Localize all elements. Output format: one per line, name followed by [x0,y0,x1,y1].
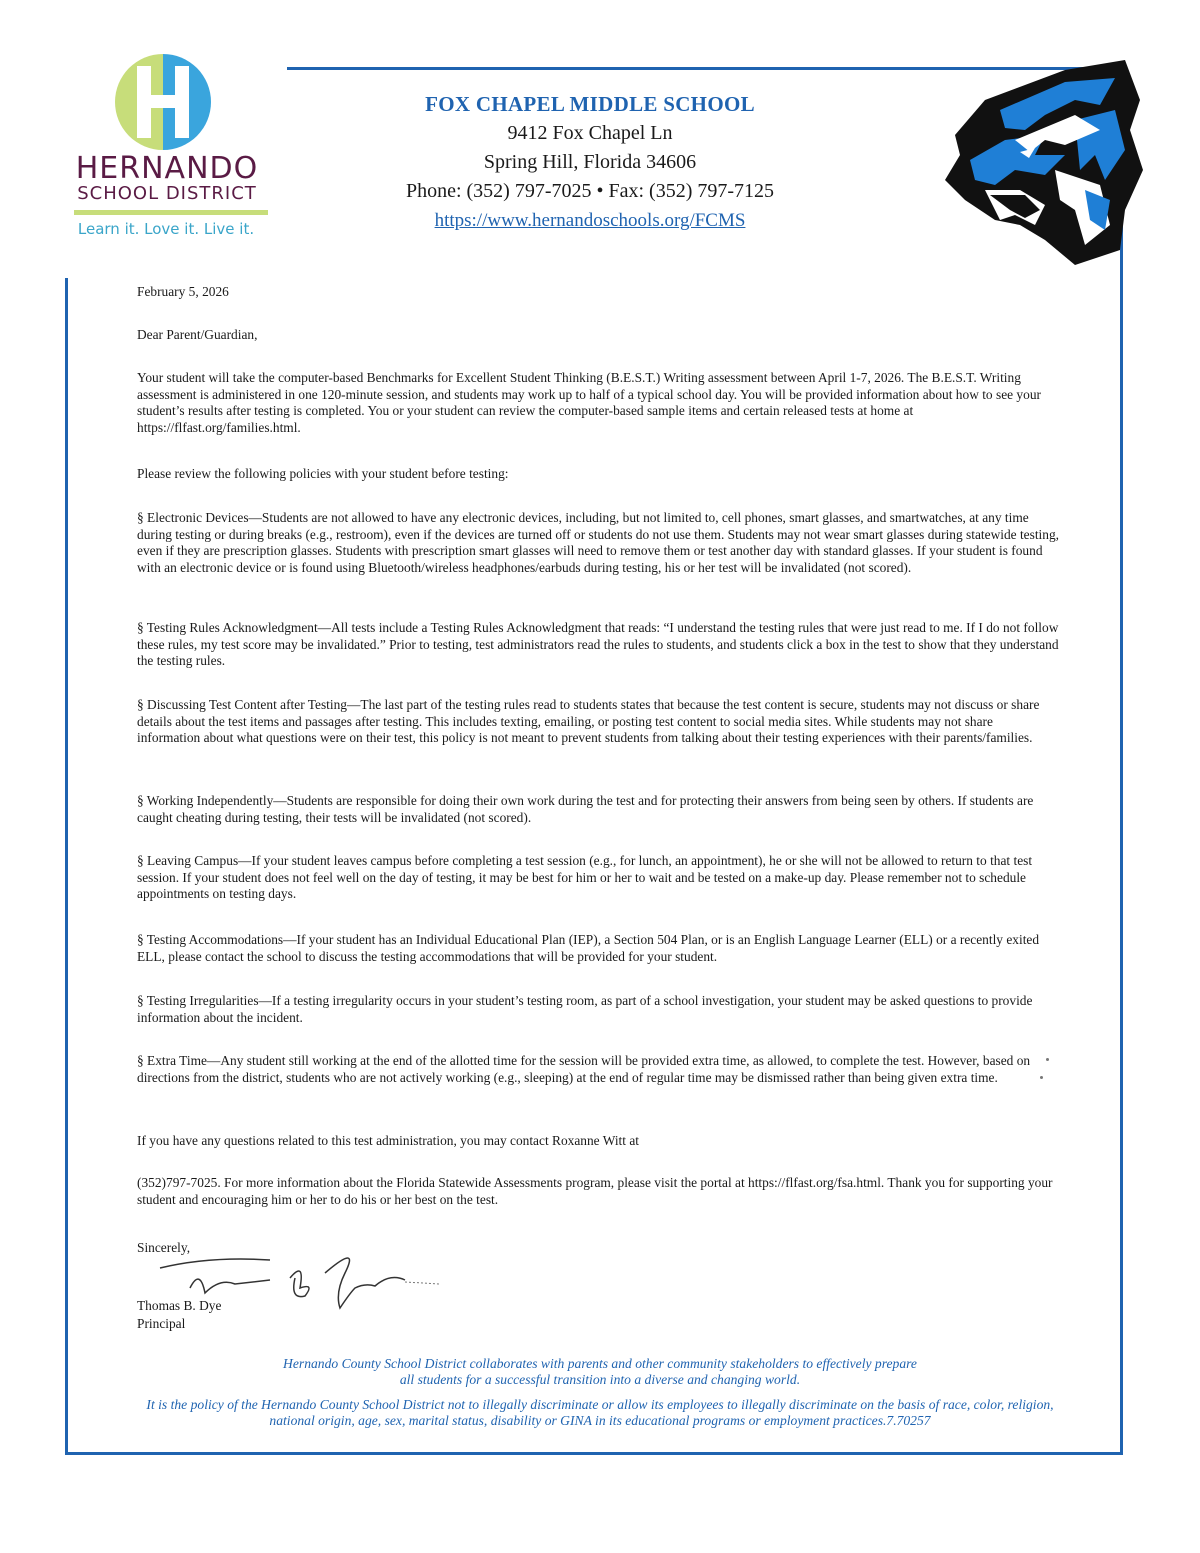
tiger-head-icon [925,60,1150,270]
contact-line-1: If you have any questions related to this test administration, you may contact Roxanne Witt at [137,1133,639,1148]
signer-name: Thomas B. Dye [137,1298,222,1313]
letterhead [380,90,800,235]
district-logo [56,46,276,241]
policies-intro: Please review the following policies with your student before testing: [137,466,509,481]
policy-working-independently: § Working Independently—Students are responsible for doing their own work during the test and for protecting their answers from being seen by others. If students are caught cheating during testing, their tests will be invalidated (not scored). [137,793,1034,825]
closing: Sincerely, [137,1240,191,1255]
logo-divider [74,210,268,215]
district-name: HERNANDO [75,151,259,186]
footer-mission-statement: Hernando County School District collaborates with parents and other community stakeholders to effectively prepare all students for a successful transition into a diverse and changing world. [283,1356,917,1387]
district-tagline: Learn it. Love it. Live it. [77,220,255,238]
policy-extra-time: § Extra Time—Any student still working at the end of the allotted time for the session will be provided extra time, as allowed, to complete the test. However, based on directions from the district, students who are not actively working (e.g., sleeping) at the end of regular time may be dismissed rather than being given extra time. [137,1053,1031,1085]
district-h-logo-icon [113,52,213,152]
frame-bottom-border [66,1452,1123,1455]
letter-date: February 5, 2026 [137,284,229,299]
policy-discussing-test-content: § Discussing Test Content after Testing—The last part of the testing rules read to students states that because the test content is secure, students may not discuss or share details about the test items and passages after testing. This includes texting, emailing, or posting test content to social media sites. While students may not share information about what questions were on their test, this policy is not meant to prevent students from talking about their testing experiences with their parents/families. [137,697,1040,745]
signer-title: Principal [137,1316,186,1331]
salutation: Dear Parent/Guardian, [137,327,258,342]
frame-left-border [65,278,68,1455]
policy-testing-accommodations: § Testing Accommodations—If your student has an Individual Educational Plan (IEP), a Section 504 Plan, or is an English Language Learner (ELL) or a recently exited ELL, please contact the school to discuss the testing accommodations that will be provided for your student. [137,932,1040,964]
district-subtitle: SCHOOL DISTRICT [77,183,257,204]
address-line-2: Spring Hill, Florida 34606 [483,151,697,173]
intro-paragraph: Your student will take the computer-based Benchmarks for Excellent Student Thinking (B.E.S.T.) Writing assessment between April 1-7, 2026. The B.E.S.T. Writing assessment is administered in one 120-minute session, and students may work up to half of a typical school day. You will be provided information about how to see your student’s results after testing is completed. You or your student can review the computer-based sample items and certain released tests at home at https://flfast.org/families.html. [137,370,1041,435]
scan-speck [1046,1058,1049,1061]
scan-speck [1040,1076,1043,1079]
footer-nondiscrimination-policy: It is the policy of the Hernando County School District not to illegally discriminate or allow its employees to illegally discriminate on the basis of race, color, religion, national origin, age, sex, marital status, disability or GINA in its educational programs or employment practices.7.70257 [146,1397,1054,1428]
policy-testing-irregularities: § Testing Irregularities—If a testing irregularity occurs in your student’s testing room, as part of a school investigation, your student may be asked questions to provide information about the incident. [137,993,1033,1025]
contact-line-2: (352)797-7025. For more information about the Florida Statewide Assessments program, please visit the portal at https://flfast.org/fsa.html. Thank you for supporting your student and encouraging him or her to do his or her best on the test. [137,1175,1053,1207]
address-line-1: 9412 Fox Chapel Ln [507,122,673,144]
policy-electronic-devices: § Electronic Devices—Students are not allowed to have any electronic devices, including, but not limited to, cell phones, smart glasses, and smartwatches, at any time during testing or during breaks (e.g., restroom), even if the devices are turned off or students do not use them. Students may not wear smart glasses during statewide testing, even if they are prescription glasses. Students with prescription smart glasses will need to remove them or test another day with standard glasses. If your student is found with an electronic device or is found using Bluetooth/wireless headphones/earbuds during testing, his or her test will be invalidated (not scored). [137,510,1060,575]
phone-fax: Phone: (352) 797-7025 • Fax: (352) 797-7125 [405,180,775,202]
policy-leaving-campus: § Leaving Campus—If your student leaves campus before completing a test session (e.g., for lunch, an appointment), he or she will not be allowed to return to that test session. If your student does not feel well on the day of testing, it may be best for him or her to wait and be tested on a make-up day. Please remember not to schedule appointments on testing days. [137,853,1033,901]
school-name: FOX CHAPEL MIDDLE SCHOOL [425,92,755,116]
policy-testing-rules-acknowledgment: § Testing Rules Acknowledgment—All tests include a Testing Rules Acknowledgment that reads: “I understand the testing rules that were just read to me. If I do not follow these rules, my test score may be invalidated.” Prior to testing, test administrators read the rules to students, and students click a box in the test to show that they understand the testing rules. [137,620,1059,668]
school-website-link[interactable]: https://www.hernandoschools.org/FCMS [434,210,746,231]
frame-right-border [1120,67,1123,1455]
